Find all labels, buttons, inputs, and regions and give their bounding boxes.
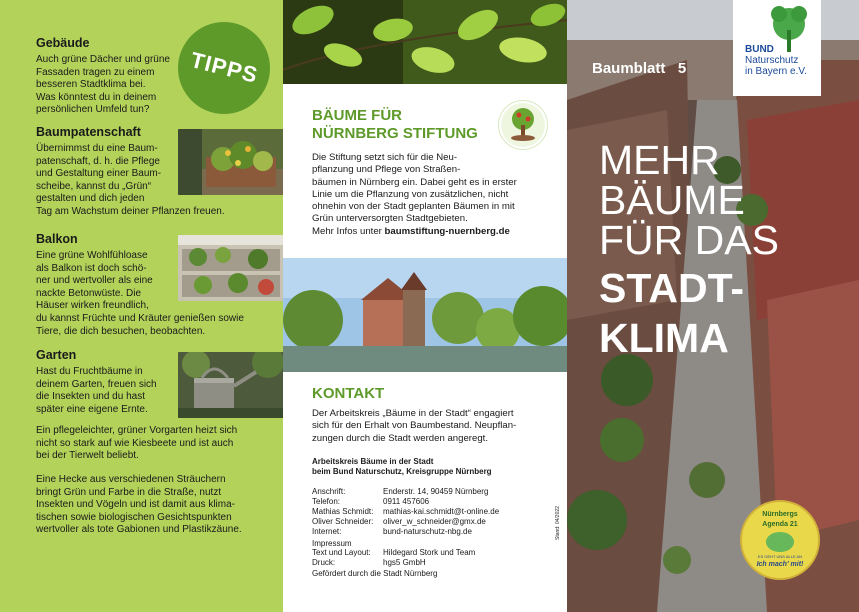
section-text-gebaeude: Auch grüne Dächer und grüne Fassaden tragen zu einem besseren Stadtklima bei. Was könntest du in deinem persönlichen Umfeld tun?: [36, 54, 170, 116]
contact-phone: 0911 457606: [383, 497, 430, 506]
section-title-baumpatenschaft: Baumpatenschaft: [36, 125, 141, 139]
impressum-print: hgs5 GmbH: [383, 558, 426, 567]
kontakt-text: Der Arbeitskreis „Bäume in der Stadt“ engagiert sich für den Erhalt von Baumbestand. Neupflan- zungen durch die Stadt werden angeregt.: [312, 408, 517, 444]
cover-panel: [567, 0, 859, 612]
stiftung-text: Die Stiftung setzt sich für die Neu- pflanzung und Pflege von Straßen- bäumen in Nürnberg ein. Dabei geht es in erster Linie um die Pflanzung von zusätzlichen, nicht ohnehin von der Stadt geplanten Bäumen in mit Grün unterversorgten Stadtgebieten. Mehr Infos unter baumstiftung-nuernberg.de: [312, 152, 517, 237]
cover-title-line-1: MEHR: [599, 137, 720, 183]
front-garden-text: Ein pflegeleichter, grüner Vorgarten heizt sich nicht so stark auf wie Kiesbeete und ist auch bei der Tierwelt beliebt.: [36, 425, 238, 462]
section-title-balkon: Balkon: [36, 232, 78, 246]
bund-logo: [733, 0, 821, 96]
org-name: Arbeitskreis Bäume in der Stadt beim Bund Naturschutz, Kreisgruppe Nürnberg: [312, 457, 492, 476]
tree-bed-photo: [178, 129, 283, 195]
section-text-balkon: Eine grüne Wohlfühloase als Balkon ist doch schö- ner und wertvoller als eine nackte Betonwüste. Die Häuser wirken freundlich, du kannst Früchte und Kräuter genießen sowie Tiere, die dich besuchen, beobachten.: [36, 250, 244, 337]
section-text-baumpatenschaft: Übernimmst du eine Baum- patenschaft, d. h. die Pflege und Gestaltung einer Baum- scheibe, kannst du „Grün“ gestalten und dich jeden Tag am Wachstum deiner Pflanzen freuen.: [36, 143, 225, 217]
agenda21-badge: Nürnbergs Agenda 21 ES GEHT UNS ALLE AN Ich mach' mit!: [740, 500, 820, 580]
cover-title-line-5: KLIMA: [599, 315, 729, 361]
contact-email-schneider[interactable]: oliver_w_schneider@gmx.de: [383, 517, 486, 526]
stiftung-link[interactable]: baumstiftung-nuernberg.de: [384, 225, 510, 237]
section-text-garten: Hast du Fruchtbäume in deinem Garten, freuen sich die Insekten und du hast später eine eigene Ernte.: [36, 366, 157, 415]
contact-label: Internet:: [312, 527, 342, 536]
tipps-label: TIPPS: [187, 47, 261, 88]
hedge-text: Eine Hecke aus verschiedenen Sträuchern bringt Grün und Farbe in die Straße, nutzt Insekten und Vögeln und ist damit aus klima- tischen sowie biologischen Gesichtspunkten wertvoller als tote Gabionen und Plastikzäune.: [36, 474, 242, 536]
stand-date: Stand: 04/2022: [555, 506, 561, 540]
impressum-label: Impressum: [312, 539, 352, 548]
section-title-gebaeude: Gebäude: [36, 36, 90, 50]
contact-label: Oliver Schneider:: [312, 517, 374, 526]
tipps-badge: [178, 22, 270, 114]
section-title-garten: Garten: [36, 348, 77, 362]
impressum-layout: Hildegard Stork und Team: [383, 548, 476, 557]
cover-title-line-2: BÄUME: [599, 177, 745, 223]
kontakt-title: KONTAKT: [312, 385, 385, 402]
cover-title-line-4: STADT-: [599, 265, 745, 311]
foundation-contact-panel: [283, 0, 567, 612]
tips-panel: [0, 0, 283, 612]
funding-note: Gefördert durch die Stadt Nürnberg: [312, 569, 438, 578]
stiftung-logo: [498, 100, 548, 150]
watering-can-photo: [178, 352, 283, 418]
contact-label: Anschrift:: [312, 487, 346, 496]
cover-title-line-3: FÜR DAS: [599, 217, 779, 263]
balcony-photo: [178, 235, 283, 301]
impressum-item-label: Text und Layout:: [312, 548, 371, 557]
contact-label: Telefon:: [312, 497, 341, 506]
stiftung-title: BÄUME FÜR NÜRNBERG STIFTUNG: [312, 107, 478, 142]
contact-website[interactable]: bund-naturschutz-nbg.de: [383, 527, 472, 536]
contact-address: Enderstr. 14, 90459 Nürnberg: [383, 487, 489, 496]
nuremberg-riverside-photo: [283, 258, 567, 372]
impressum-item-label: Druck:: [312, 558, 336, 567]
contact-label: Mathias Schmidt:: [312, 507, 374, 516]
bund-logo-text: BUND Naturschutz in Bayern e.V.: [745, 44, 807, 77]
leaves-photo: [283, 0, 567, 84]
contact-email-schmidt[interactable]: mathias-kai.schmidt@t-online.de: [383, 507, 500, 516]
agenda-globe-icon: [766, 532, 794, 552]
baumblatt-label: Baumblatt 5: [592, 60, 687, 77]
